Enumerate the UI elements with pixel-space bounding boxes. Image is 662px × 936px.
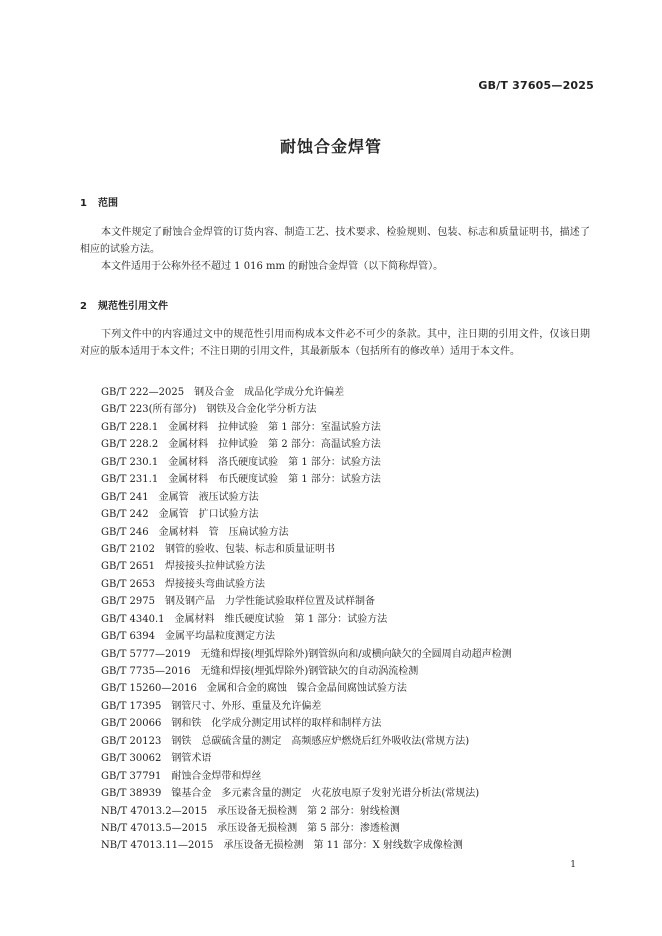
reference-item — [101, 663, 601, 680]
reference-separator — [165, 614, 175, 625]
reference-item — [101, 820, 601, 837]
document-title: 耐蚀合金焊管 — [279, 137, 382, 156]
reference-separator — [184, 387, 194, 398]
scope-paragraph-1: 本文件规定了耐蚀合金焊管的订货内容、制造工艺、技术要求、检验规则、包装、标志和质量证明书，描述了相应的试验方法。 — [80, 227, 590, 255]
reference-separator — [207, 806, 217, 817]
reference-separator — [161, 788, 171, 799]
reference-title: 钢和铁 化学成分测定用试样的取样和制样方法 — [171, 718, 382, 730]
reference-item — [101, 715, 601, 732]
reference-code: GB/T 231.1 — [101, 474, 159, 486]
reference-separator — [155, 561, 165, 572]
reference-title: 钢及合金 成品化学成分允许偏差 — [194, 387, 345, 398]
reference-item — [101, 419, 601, 436]
reference-separator — [196, 404, 206, 415]
reference-item — [101, 541, 601, 558]
reference-code: GB/T 242 — [101, 509, 149, 521]
reference-code: GB/T 223(所有部分) — [101, 404, 197, 416]
reference-item — [101, 454, 601, 471]
reference-code: GB/T 15260—2016 — [101, 683, 197, 695]
reference-item — [101, 768, 601, 785]
reference-title: 镍基合金 多元素含量的测定 火花放电原子发射光谱分析法(常规法) — [171, 788, 480, 800]
reference-title: 金属材料 维氏硬度试验 第 1 部分：试验方法 — [174, 613, 388, 625]
reference-title: 金属材料 拉伸试验 第 2 部分：高温试验方法 — [168, 439, 381, 451]
reference-code: GB/T 7735—2016 — [101, 666, 191, 677]
reference-code: GB/T 2651 — [101, 561, 156, 573]
section-2-heading — [80, 297, 168, 312]
reference-item — [101, 611, 601, 628]
reference-separator — [197, 683, 207, 694]
reference-separator — [161, 753, 171, 764]
reference-title: 钢管术语 — [171, 753, 212, 765]
reference-title: 承压设备无损检测 第 5 部分：渗透检测 — [217, 822, 400, 834]
section-1-heading — [80, 194, 118, 209]
section-heading-text: 范围 — [98, 198, 118, 209]
reference-code: GB/T 2102 — [101, 543, 156, 555]
reference-code: GB/T 5777—2019 — [101, 648, 191, 660]
reference-separator — [155, 596, 165, 607]
reference-separator — [213, 840, 223, 851]
reference-item — [101, 837, 601, 854]
reference-title: 金属管 扩口试验方法 — [158, 509, 259, 521]
reference-code: GB/T 4340.1 — [101, 613, 165, 625]
reference-code: GB/T 2975 — [101, 596, 156, 608]
reference-code: GB/T 20123 — [101, 735, 162, 747]
reference-item — [101, 471, 601, 488]
reference-code: GB/T 37791 — [101, 770, 162, 782]
reference-code: GB/T 38939 — [101, 788, 162, 800]
reference-item — [101, 593, 601, 610]
reference-title: 钢管尺寸、外形、重量及允许偏差 — [171, 700, 322, 712]
reference-item — [101, 524, 601, 541]
reference-code: GB/T 246 — [101, 526, 149, 538]
reference-item — [101, 803, 601, 820]
section-number: 2 — [80, 301, 87, 312]
reference-separator — [158, 474, 168, 485]
reference-title: 金属材料 管 压扁试验方法 — [158, 526, 289, 538]
reference-separator — [158, 439, 168, 450]
reference-code: GB/T 222—2025 — [101, 387, 185, 398]
reference-item — [101, 384, 601, 401]
reference-title: 无缝和焊接(埋弧焊除外)钢管纵向和/或横向缺欠的全圆周自动超声检测 — [200, 648, 512, 660]
reference-separator — [190, 666, 200, 677]
reference-code: GB/T 6394 — [101, 631, 156, 643]
reference-separator — [155, 631, 165, 642]
reference-item — [101, 576, 601, 593]
reference-item — [101, 733, 601, 750]
reference-item — [101, 680, 601, 697]
reference-code: GB/T 30062 — [101, 753, 162, 765]
reference-title: 金属材料 拉伸试验 第 1 部分：室温试验方法 — [168, 421, 381, 433]
reference-title: 金属和合金的腐蚀 镍合金晶间腐蚀试验方法 — [206, 683, 407, 695]
reference-item — [101, 750, 601, 767]
reference-title: 钢铁 总碳硫含量的测定 高频感应炉燃烧后红外吸收法(常规方法) — [171, 735, 470, 747]
reference-separator — [158, 457, 168, 468]
reference-title: 钢管的验收、包装、标志和质量证明书 — [165, 543, 336, 555]
normative-references-intro: 下列文件中的内容通过文中的规范性引用而构成本文件必不可少的条款。其中，注日期的引用文件，仅该日期对应的版本适用于本文件；不注日期的引用文件，其最新版本（包括所有的修改单）适用于本文件。 — [80, 329, 590, 357]
reference-title: 承压设备无损检测 第 2 部分：射线检测 — [217, 805, 400, 817]
reference-title: 金属平均晶粒度测定方法 — [165, 631, 276, 643]
reference-separator — [149, 509, 159, 520]
reference-separator — [158, 422, 168, 433]
reference-title: 焊接接头拉伸试验方法 — [165, 561, 266, 573]
reference-separator — [155, 579, 165, 590]
reference-separator — [190, 649, 200, 660]
section-number: 1 — [80, 198, 87, 209]
page-number: 1 — [570, 860, 576, 870]
reference-separator — [161, 701, 171, 712]
reference-title: 金属管 液压试验方法 — [158, 491, 259, 503]
reference-code: GB/T 228.1 — [101, 421, 159, 433]
reference-title: 钢铁及合金化学分析方法 — [206, 404, 317, 416]
reference-title: 耐蚀合金焊带和焊丝 — [171, 770, 262, 782]
reference-title: 焊接接头弯曲试验方法 — [165, 578, 266, 590]
reference-code: NB/T 47013.11—2015 — [101, 840, 214, 852]
reference-title: 钢及钢产品 力学性能试验取样位置及试样制备 — [165, 596, 376, 608]
standard-number: GB/T 37605—2025 — [478, 79, 594, 92]
reference-code: GB/T 20066 — [101, 718, 162, 730]
reference-code: GB/T 230.1 — [101, 456, 159, 468]
reference-code: GB/T 2653 — [101, 578, 156, 590]
reference-separator — [161, 771, 171, 782]
reference-separator — [155, 544, 165, 555]
reference-code: GB/T 241 — [101, 491, 149, 503]
reference-separator — [149, 492, 159, 503]
reference-item — [101, 506, 601, 523]
reference-item — [101, 558, 601, 575]
reference-item — [101, 628, 601, 645]
reference-list — [101, 384, 601, 855]
reference-code: NB/T 47013.5—2015 — [101, 822, 208, 834]
reference-item — [101, 785, 601, 802]
reference-item — [101, 401, 601, 418]
reference-separator — [149, 527, 159, 538]
reference-code: GB/T 228.2 — [101, 439, 159, 451]
reference-item — [101, 698, 601, 715]
reference-title: 金属材料 布氏硬度试验 第 1 部分：试验方法 — [168, 474, 381, 486]
reference-separator — [207, 823, 217, 834]
reference-separator — [161, 718, 171, 729]
reference-separator — [161, 736, 171, 747]
reference-item — [101, 436, 601, 453]
reference-title: 承压设备无损检测 第 11 部分：X 射线数字成像检测 — [223, 840, 463, 852]
reference-item — [101, 646, 601, 663]
reference-item — [101, 489, 601, 506]
reference-title: 无缝和焊接(埋弧焊除外)钢管缺欠的自动涡流检测 — [200, 666, 419, 677]
section-heading-text: 规范性引用文件 — [98, 301, 168, 312]
reference-title: 金属材料 洛氏硬度试验 第 1 部分：试验方法 — [168, 456, 381, 468]
scope-paragraph-2: 本文件适用于公称外径不超过 1 016 mm 的耐蚀合金焊管（以下简称焊管）。 — [101, 261, 444, 272]
reference-code: GB/T 17395 — [101, 700, 162, 712]
reference-code: NB/T 47013.2—2015 — [101, 805, 208, 817]
